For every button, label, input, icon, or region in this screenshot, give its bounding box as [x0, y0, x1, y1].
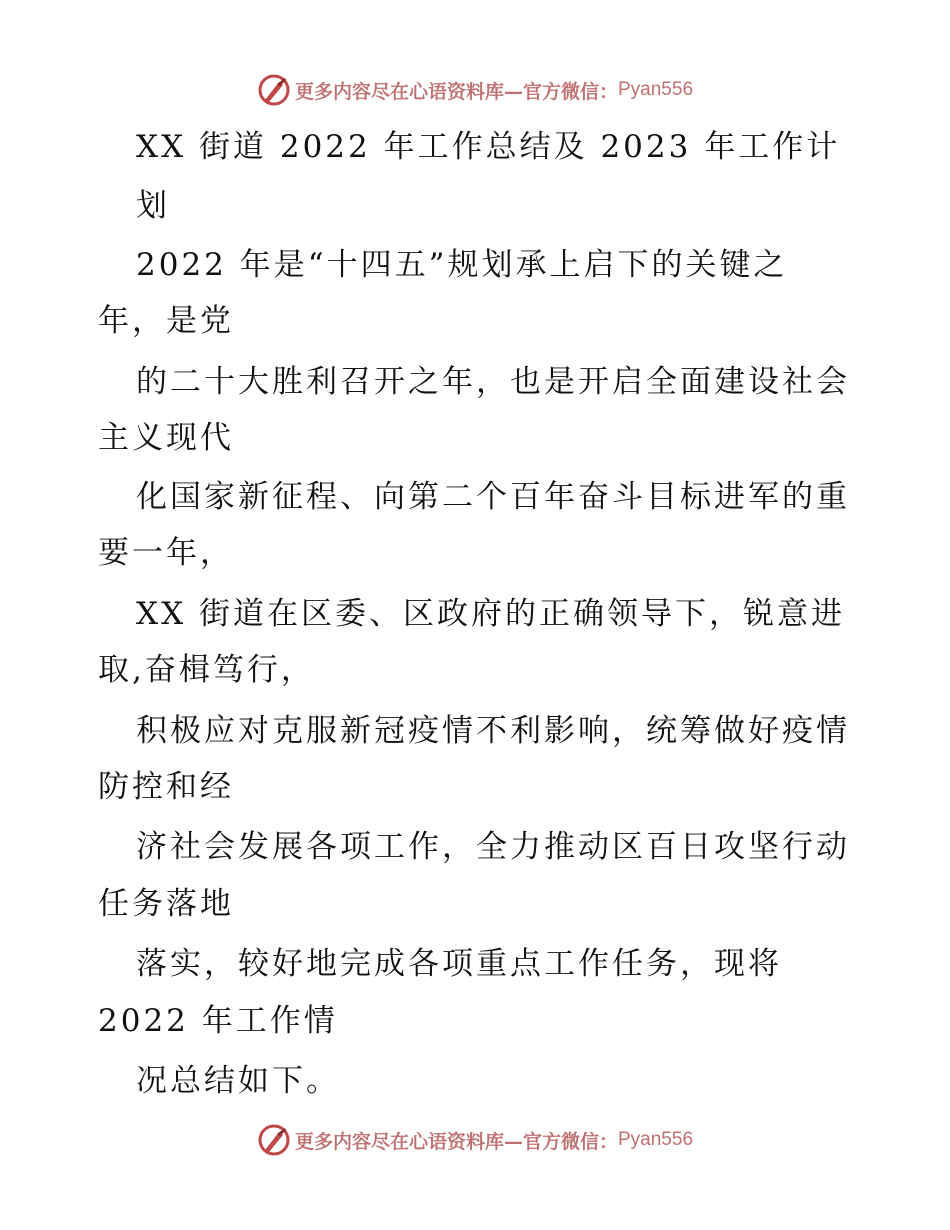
quill-pen-logo-icon — [257, 73, 291, 107]
document-title-line-1: XX 街道 2022 年工作总结及 2023 年工作计 — [136, 129, 841, 165]
paragraph-line: 要一年， — [98, 535, 234, 571]
document-title-line-2: 划 — [136, 188, 170, 224]
paragraph-line: 2022 年是“十四五”规划承上启下的关键之 — [136, 247, 788, 283]
watermark-banner-top — [0, 70, 950, 110]
paragraph-line: 2022 年工作情 — [98, 1003, 338, 1039]
paragraph-line: 主义现代 — [98, 420, 234, 456]
watermark-text: 更多内容尽在心语资料库—官方微信： — [294, 80, 618, 103]
watermark-wechat-id: Pyan556 — [618, 79, 694, 100]
watermark-banner-bottom — [0, 1120, 950, 1160]
paragraph-line: 任务落地 — [98, 886, 234, 922]
paragraph-line: 的二十大胜利召开之年，也是开启全面建设社会 — [136, 364, 850, 400]
paragraph-line: 济社会发展各项工作，全力推动区百日攻坚行动 — [136, 829, 850, 865]
quill-pen-logo-icon — [257, 1123, 291, 1157]
paragraph-line: 防控和经 — [98, 769, 234, 805]
paragraph-line: 落实，较好地完成各项重点工作任务，现将 — [136, 946, 782, 982]
watermark-text: 更多内容尽在心语资料库—官方微信： — [294, 1130, 618, 1153]
paragraph-line: 积极应对克服新冠疫情不利影响，统筹做好疫情 — [136, 713, 850, 749]
watermark-wechat-id: Pyan556 — [618, 1129, 694, 1150]
paragraph-line: XX 街道在区委、区政府的正确领导下，锐意进 — [136, 596, 845, 632]
paragraph-line: 况总结如下。 — [136, 1063, 340, 1099]
paragraph-line: 化国家新征程、向第二个百年奋斗目标进军的重 — [136, 479, 850, 515]
paragraph-line: 年，是党 — [98, 303, 234, 339]
paragraph-line: 取,奋楫笃行， — [98, 652, 315, 688]
